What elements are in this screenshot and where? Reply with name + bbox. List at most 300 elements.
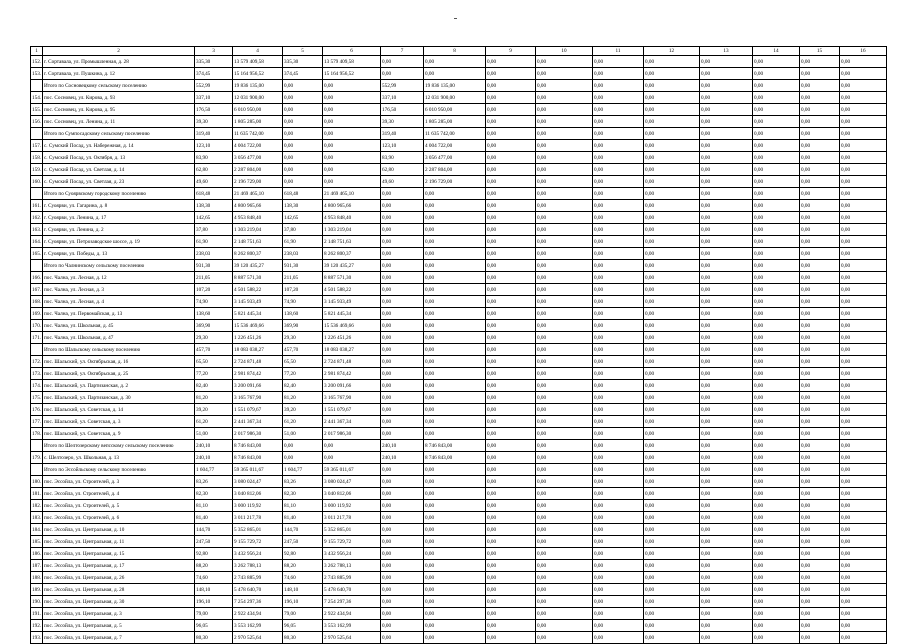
value-cell: 457,70: [283, 344, 323, 356]
value-cell: 0,00: [700, 248, 753, 260]
value-cell: 0,00: [381, 464, 424, 476]
value-cell: 0,00: [644, 92, 700, 104]
value-cell: 0,00: [381, 56, 424, 68]
value-cell: 0,00: [593, 452, 644, 464]
value-cell: 0,00: [644, 368, 700, 380]
value-cell: 0,00: [486, 200, 536, 212]
column-number-header: 5: [283, 47, 323, 56]
row-number-cell: 152.: [31, 56, 43, 68]
value-cell: 0,00: [700, 236, 753, 248]
value-cell: 0,00: [593, 200, 644, 212]
value-cell: 0,00: [381, 536, 424, 548]
address-cell: пос. Эссойла, ул. Центральная, д. 7: [43, 632, 195, 644]
value-cell: 0,00: [536, 248, 593, 260]
column-number-header: 4: [233, 47, 283, 56]
value-cell: 0,00: [840, 152, 887, 164]
value-cell: 3 011 217,78: [323, 512, 381, 524]
value-cell: 0,00: [486, 116, 536, 128]
value-cell: 0,00: [323, 80, 381, 92]
value-cell: 0,00: [800, 620, 840, 632]
value-cell: 0,00: [536, 512, 593, 524]
value-cell: 82,40: [195, 380, 233, 392]
address-cell: пос. Эссойла, ул. Строителей, д. 5: [43, 500, 195, 512]
value-cell: 92,80: [283, 548, 323, 560]
value-cell: 0,00: [840, 200, 887, 212]
address-cell: г. Суоярви, ул. Ленина, д. 17: [43, 212, 195, 224]
value-cell: 0,00: [840, 584, 887, 596]
value-cell: 0,00: [753, 236, 800, 248]
value-cell: 3 432 956,24: [323, 548, 381, 560]
value-cell: 0,00: [486, 368, 536, 380]
value-cell: 12 031 900,00: [233, 92, 283, 104]
value-cell: 0,00: [700, 464, 753, 476]
value-cell: 0,00: [753, 632, 800, 644]
value-cell: 0,00: [536, 392, 593, 404]
value-cell: 0,00: [486, 404, 536, 416]
value-cell: 13 579 409,58: [323, 56, 381, 68]
value-cell: 0,00: [424, 284, 486, 296]
row-number-cell: [31, 344, 43, 356]
value-cell: 107,20: [195, 284, 233, 296]
value-cell: 0,00: [700, 536, 753, 548]
value-cell: 0,00: [486, 56, 536, 68]
value-cell: 0,00: [424, 428, 486, 440]
row-number-cell: 176.: [31, 404, 43, 416]
value-cell: 0,00: [283, 152, 323, 164]
column-number-header: 8: [424, 47, 486, 56]
value-cell: 0,00: [381, 344, 424, 356]
value-cell: 4 004 722,00: [424, 140, 486, 152]
value-cell: 0,00: [840, 500, 887, 512]
value-cell: 0,00: [424, 488, 486, 500]
value-cell: 0,00: [536, 488, 593, 500]
value-cell: 123,10: [381, 140, 424, 152]
value-cell: 107,20: [283, 284, 323, 296]
value-cell: 8 887 571,30: [323, 272, 381, 284]
value-cell: 0,00: [753, 332, 800, 344]
value-cell: 0,00: [424, 524, 486, 536]
value-cell: 0,00: [536, 572, 593, 584]
value-cell: 1 604,77: [283, 464, 323, 476]
value-cell: 0,00: [486, 68, 536, 80]
housing-program-table: [30, 46, 887, 644]
value-cell: 0,00: [593, 512, 644, 524]
value-cell: 0,00: [800, 200, 840, 212]
value-cell: 0,00: [486, 320, 536, 332]
value-cell: 0,00: [753, 344, 800, 356]
value-cell: 0,00: [644, 392, 700, 404]
value-cell: 2 017 986,30: [233, 428, 283, 440]
value-cell: 0,00: [593, 284, 644, 296]
value-cell: 0,00: [644, 200, 700, 212]
value-cell: 0,00: [644, 272, 700, 284]
value-cell: 0,00: [753, 128, 800, 140]
value-cell: 0,00: [486, 464, 536, 476]
value-cell: 0,00: [644, 152, 700, 164]
value-cell: 0,00: [644, 440, 700, 452]
row-number-cell: 162.: [31, 212, 43, 224]
value-cell: 0,00: [486, 608, 536, 620]
value-cell: 2 148 751,63: [323, 236, 381, 248]
value-cell: 0,00: [381, 404, 424, 416]
value-cell: 0,00: [424, 620, 486, 632]
value-cell: 0,00: [700, 572, 753, 584]
value-cell: 4 501 588,22: [323, 284, 381, 296]
value-cell: 0,00: [800, 248, 840, 260]
value-cell: 0,00: [753, 320, 800, 332]
value-cell: 0,00: [486, 560, 536, 572]
value-cell: 0,00: [644, 560, 700, 572]
value-cell: 176,50: [195, 104, 233, 116]
value-cell: 2 970 525,64: [323, 632, 381, 644]
value-cell: 3 000 119,92: [323, 500, 381, 512]
value-cell: 0,00: [800, 440, 840, 452]
value-cell: 0,00: [644, 80, 700, 92]
value-cell: 0,00: [800, 500, 840, 512]
row-number-cell: 170.: [31, 320, 43, 332]
value-cell: 0,00: [424, 356, 486, 368]
table-row: [31, 560, 887, 572]
value-cell: 0,00: [700, 428, 753, 440]
value-cell: 0,00: [800, 368, 840, 380]
value-cell: 0,00: [840, 260, 887, 272]
value-cell: 0,00: [283, 176, 323, 188]
value-cell: 0,00: [700, 524, 753, 536]
value-cell: 0,00: [800, 80, 840, 92]
value-cell: 61,20: [283, 416, 323, 428]
value-cell: 0,00: [644, 476, 700, 488]
value-cell: 77,20: [195, 368, 233, 380]
row-number-cell: 192.: [31, 620, 43, 632]
value-cell: 0,00: [486, 164, 536, 176]
value-cell: 2 441 367,34: [323, 416, 381, 428]
value-cell: 0,00: [644, 332, 700, 344]
value-cell: 0,00: [840, 188, 887, 200]
value-cell: 0,00: [323, 116, 381, 128]
value-cell: 0,00: [800, 416, 840, 428]
value-cell: 59 365 011,67: [323, 464, 381, 476]
value-cell: 0,00: [753, 596, 800, 608]
value-cell: 11 635 742,00: [424, 128, 486, 140]
value-cell: 5 821 445,34: [233, 308, 283, 320]
value-cell: 2 287 804,00: [233, 164, 283, 176]
value-cell: 247,50: [195, 536, 233, 548]
value-cell: 0,00: [536, 128, 593, 140]
value-cell: 0,00: [593, 80, 644, 92]
value-cell: 0,00: [644, 416, 700, 428]
value-cell: 0,00: [700, 140, 753, 152]
value-cell: 0,00: [536, 452, 593, 464]
value-cell: 0,00: [323, 440, 381, 452]
value-cell: 0,00: [800, 476, 840, 488]
value-cell: 0,00: [536, 548, 593, 560]
value-cell: 0,00: [753, 488, 800, 500]
value-cell: 2 148 751,63: [233, 236, 283, 248]
value-cell: 0,00: [381, 380, 424, 392]
value-cell: 79,00: [195, 608, 233, 620]
table-row: [31, 380, 887, 392]
address-cell: пос. Шальский, ул. Октябрьская, д. 25: [43, 368, 195, 380]
value-cell: 0,00: [753, 164, 800, 176]
value-cell: 552,99: [381, 80, 424, 92]
value-cell: 618,48: [195, 188, 233, 200]
address-cell: с. Сумский Посад, ул. Светлая, д. 23: [43, 176, 195, 188]
subtotal-label-cell: Итого по Шелтозерскому вепсскому сельскому поселению: [43, 440, 195, 452]
value-cell: 0,00: [800, 524, 840, 536]
value-cell: 0,00: [486, 584, 536, 596]
value-cell: 0,00: [644, 380, 700, 392]
value-cell: 0,00: [753, 56, 800, 68]
value-cell: 0,00: [536, 464, 593, 476]
address-cell: пос. Чална, ул. Лесная, д. 4: [43, 296, 195, 308]
value-cell: 0,00: [486, 284, 536, 296]
value-cell: 0,00: [536, 620, 593, 632]
value-cell: 0,00: [593, 152, 644, 164]
value-cell: 0,00: [644, 116, 700, 128]
value-cell: 0,00: [424, 548, 486, 560]
value-cell: 0,00: [486, 380, 536, 392]
value-cell: 0,00: [593, 308, 644, 320]
column-number-header: 2: [43, 47, 195, 56]
value-cell: 142,65: [195, 212, 233, 224]
value-cell: 0,00: [840, 128, 887, 140]
row-number-cell: 171.: [31, 332, 43, 344]
value-cell: 4 953 848,40: [323, 212, 381, 224]
table-row: [31, 248, 887, 260]
value-cell: 4 501 588,22: [233, 284, 283, 296]
row-number-cell: 193.: [31, 632, 43, 644]
scan-mark: [454, 18, 457, 19]
value-cell: 0,00: [753, 80, 800, 92]
value-cell: 37,80: [283, 224, 323, 236]
value-cell: 0,00: [644, 512, 700, 524]
value-cell: 3 056 477,00: [424, 152, 486, 164]
value-cell: 0,00: [753, 548, 800, 560]
value-cell: 337,10: [381, 92, 424, 104]
row-number-cell: 163.: [31, 224, 43, 236]
value-cell: 0,00: [486, 140, 536, 152]
value-cell: 0,00: [800, 152, 840, 164]
row-number-cell: 164.: [31, 236, 43, 248]
value-cell: 0,00: [593, 380, 644, 392]
value-cell: 0,00: [700, 560, 753, 572]
value-cell: 0,00: [800, 116, 840, 128]
value-cell: 2 981 874,42: [323, 368, 381, 380]
value-cell: 0,00: [536, 596, 593, 608]
value-cell: 0,00: [800, 548, 840, 560]
value-cell: 0,00: [323, 104, 381, 116]
value-cell: 5 352 865,01: [233, 524, 283, 536]
address-cell: пос. Эссойла, ул. Центральная, д. 3: [43, 608, 195, 620]
value-cell: 0,00: [840, 452, 887, 464]
value-cell: 0,00: [486, 104, 536, 116]
address-cell: пос. Чална, ул. Школьная, д. 45: [43, 320, 195, 332]
value-cell: 0,00: [283, 164, 323, 176]
value-cell: 0,00: [700, 92, 753, 104]
value-cell: 0,00: [644, 104, 700, 116]
value-cell: 0,00: [536, 68, 593, 80]
row-number-cell: 168.: [31, 296, 43, 308]
value-cell: 0,00: [753, 296, 800, 308]
value-cell: 369,90: [195, 320, 233, 332]
value-cell: 0,00: [800, 428, 840, 440]
value-cell: 0,00: [700, 164, 753, 176]
value-cell: 0,00: [593, 212, 644, 224]
value-cell: 0,00: [800, 296, 840, 308]
value-cell: 0,00: [486, 188, 536, 200]
address-cell: с. Сумский Посад, ул. Набережная, д. 14: [43, 140, 195, 152]
value-cell: 0,00: [424, 608, 486, 620]
value-cell: 0,00: [644, 584, 700, 596]
value-cell: 0,00: [424, 416, 486, 428]
value-cell: 0,00: [644, 296, 700, 308]
value-cell: 931,30: [283, 260, 323, 272]
value-cell: 0,00: [644, 248, 700, 260]
value-cell: 4 004 722,00: [233, 140, 283, 152]
value-cell: 0,00: [381, 596, 424, 608]
value-cell: 0,00: [840, 140, 887, 152]
value-cell: 82,30: [195, 488, 233, 500]
value-cell: 0,00: [486, 236, 536, 248]
value-cell: 0,00: [840, 320, 887, 332]
value-cell: 0,00: [644, 260, 700, 272]
value-cell: 0,00: [424, 500, 486, 512]
value-cell: 12 031 900,00: [424, 92, 486, 104]
value-cell: 0,00: [753, 584, 800, 596]
value-cell: 0,00: [486, 356, 536, 368]
value-cell: 0,00: [593, 536, 644, 548]
value-cell: 0,00: [486, 80, 536, 92]
value-cell: 240,10: [195, 452, 233, 464]
value-cell: 0,00: [593, 620, 644, 632]
value-cell: 0,00: [593, 248, 644, 260]
value-cell: 2 981 874,42: [233, 368, 283, 380]
value-cell: 0,00: [840, 272, 887, 284]
value-cell: 0,00: [840, 104, 887, 116]
table-row: [31, 140, 887, 152]
value-cell: 39,20: [195, 404, 233, 416]
value-cell: 0,00: [753, 176, 800, 188]
value-cell: 0,00: [593, 500, 644, 512]
value-cell: 0,00: [840, 536, 887, 548]
value-cell: 1 551 079,67: [323, 404, 381, 416]
subtotal-row: [31, 128, 887, 140]
address-cell: пос. Чална, ул. Лесная, д. 3: [43, 284, 195, 296]
value-cell: 0,00: [486, 296, 536, 308]
value-cell: 0,00: [644, 176, 700, 188]
value-cell: 0,00: [840, 236, 887, 248]
address-cell: пос. Чална, ул. Школьная, д. 47: [43, 332, 195, 344]
value-cell: 0,00: [381, 512, 424, 524]
value-cell: 0,00: [536, 176, 593, 188]
value-cell: 0,00: [381, 368, 424, 380]
value-cell: 0,00: [283, 116, 323, 128]
value-cell: 0,00: [593, 488, 644, 500]
value-cell: 0,00: [700, 188, 753, 200]
value-cell: 21 469 465,10: [233, 188, 283, 200]
value-cell: 931,30: [195, 260, 233, 272]
value-cell: 0,00: [593, 296, 644, 308]
value-cell: 3 165 767,90: [233, 392, 283, 404]
value-cell: 0,00: [753, 608, 800, 620]
value-cell: 240,10: [381, 440, 424, 452]
value-cell: 2 724 871,48: [323, 356, 381, 368]
value-cell: 618,48: [283, 188, 323, 200]
value-cell: 51,00: [283, 428, 323, 440]
value-cell: 0,00: [486, 176, 536, 188]
value-cell: 0,00: [424, 188, 486, 200]
value-cell: 0,00: [536, 104, 593, 116]
value-cell: 8 746 843,00: [424, 452, 486, 464]
value-cell: 0,00: [381, 416, 424, 428]
value-cell: 176,50: [381, 104, 424, 116]
value-cell: 0,00: [381, 188, 424, 200]
value-cell: 0,00: [593, 572, 644, 584]
value-cell: 0,00: [700, 608, 753, 620]
value-cell: 65,50: [195, 356, 233, 368]
value-cell: 81,20: [283, 392, 323, 404]
value-cell: 0,00: [840, 344, 887, 356]
value-cell: 0,00: [593, 356, 644, 368]
value-cell: 8 746 843,00: [233, 452, 283, 464]
value-cell: 0,00: [486, 248, 536, 260]
value-cell: 0,00: [486, 500, 536, 512]
value-cell: 0,00: [753, 212, 800, 224]
value-cell: 3 040 812,06: [233, 488, 283, 500]
value-cell: 0,00: [283, 128, 323, 140]
value-cell: 3 011 217,78: [233, 512, 283, 524]
row-number-cell: 191.: [31, 608, 43, 620]
value-cell: 0,00: [800, 452, 840, 464]
value-cell: 0,00: [800, 584, 840, 596]
value-cell: 0,00: [593, 320, 644, 332]
value-cell: 374,45: [195, 68, 233, 80]
value-cell: 0,00: [700, 176, 753, 188]
value-cell: 0,00: [840, 404, 887, 416]
value-cell: 148,10: [195, 584, 233, 596]
table-row: [31, 68, 887, 80]
value-cell: 3 080 024,47: [233, 476, 283, 488]
value-cell: 0,00: [536, 140, 593, 152]
value-cell: 0,00: [424, 260, 486, 272]
value-cell: 335,30: [195, 56, 233, 68]
column-number-header: 14: [753, 47, 800, 56]
table-row: [31, 212, 887, 224]
value-cell: 0,00: [536, 344, 593, 356]
value-cell: 7 254 297,36: [323, 596, 381, 608]
value-cell: 2 017 986,30: [323, 428, 381, 440]
value-cell: 9 155 729,72: [323, 536, 381, 548]
value-cell: 19 836 135,00: [424, 80, 486, 92]
table-row: [31, 116, 887, 128]
value-cell: 0,00: [800, 140, 840, 152]
subtotal-row: [31, 260, 887, 272]
value-cell: 0,00: [644, 344, 700, 356]
value-cell: 0,00: [381, 608, 424, 620]
address-cell: г. Сортавала, ул. Пушкина, д. 12: [43, 68, 195, 80]
value-cell: 0,00: [840, 80, 887, 92]
value-cell: 0,00: [644, 356, 700, 368]
value-cell: 0,00: [593, 344, 644, 356]
value-cell: 0,00: [840, 572, 887, 584]
value-cell: 0,00: [593, 392, 644, 404]
table-row: [31, 608, 887, 620]
value-cell: 247,50: [283, 536, 323, 548]
value-cell: 0,00: [536, 416, 593, 428]
address-cell: пос. Чална, ул. Лесная, д. 12: [43, 272, 195, 284]
subtotal-row: [31, 464, 887, 476]
value-cell: 2 743 885,99: [323, 572, 381, 584]
